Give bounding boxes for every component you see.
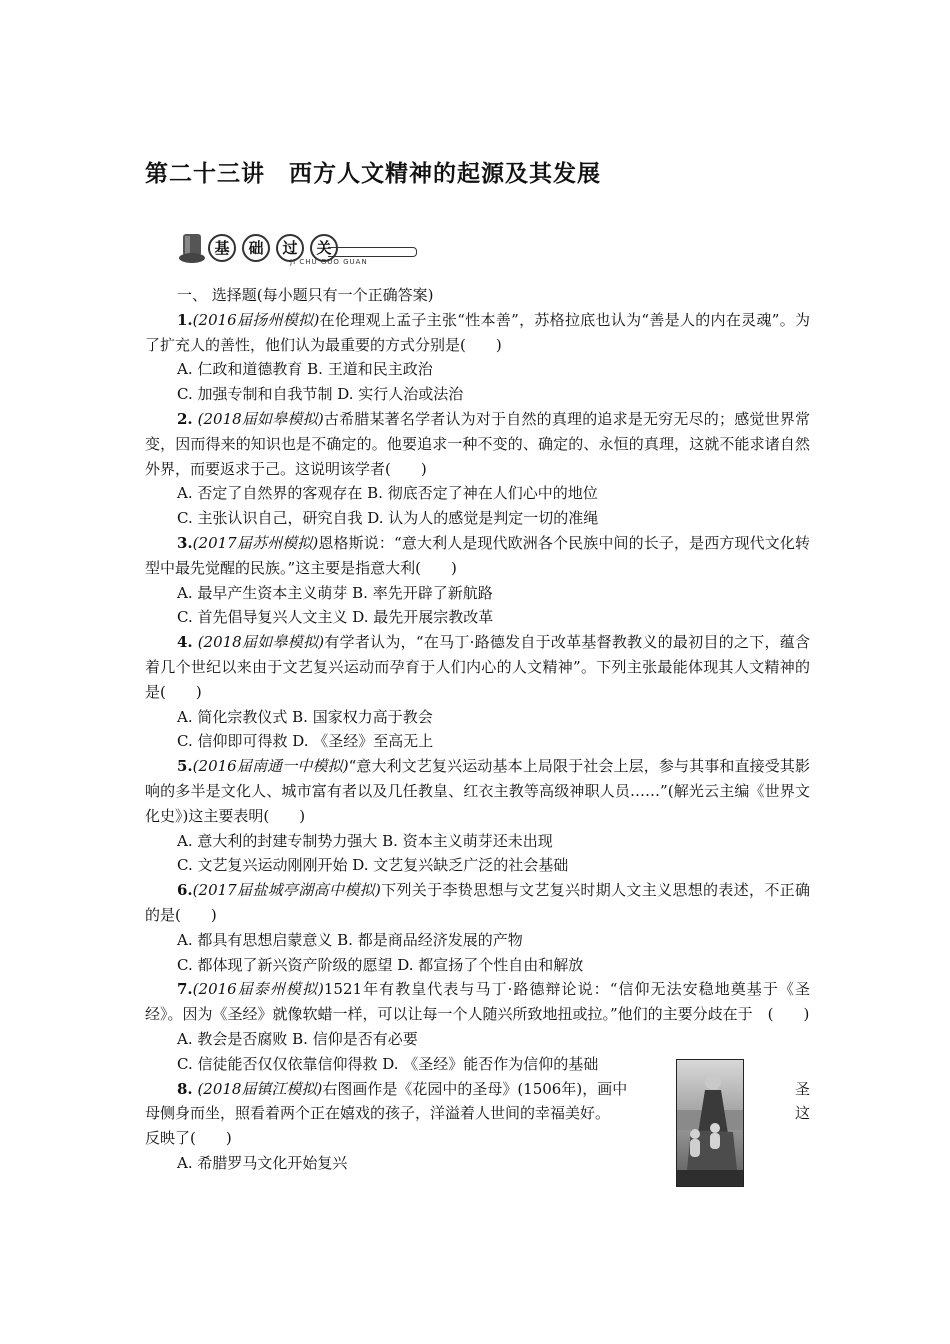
question-source: (2016届扬州模拟)	[192, 310, 320, 329]
options-line: C. 主张认识自己，研究自我 D. 认为人的感觉是判定一切的准绳	[177, 509, 599, 528]
options-line: A. 否定了自然界的客观存在 B. 彻底否定了神在人们心中的地位	[177, 484, 598, 503]
question-stem: 1521年有教皇代表与马丁·路德辩论说：“信仰无法安稳地奠基于《圣经》。因为《圣经》就像软蜡一样，可以让每一个人随兴所致地扭或拉。”他们的主要分歧在于 ( )	[145, 980, 810, 1024]
question-number: 8.	[177, 1079, 193, 1098]
question-source: (2016届泰州模拟)	[192, 980, 324, 999]
question-stem: 古希腊某著名学者认为对于自然的真理的追求是无穷无尽的；感觉世界常变，因而得来的知识也是不确定的。他要追求一种不变的、确定的、永恒的真理，这就不能求诸自然外界，而要返求于己。这说明该学者( )	[145, 409, 810, 478]
question-number: 2.	[177, 409, 193, 428]
badge-divider	[328, 247, 417, 257]
question-stem-end: 这	[794, 1104, 810, 1123]
question-source: (2018届如皋模拟)	[192, 409, 324, 428]
question-stem: “意大利文艺复兴运动基本上局限于社会上层，参与其事和直接受其影响的多半是文化人、城市富有者以及几任教皇、红衣主教等高级神职人员……”(解光云主编《世界文化史》)这主要表明( )	[145, 757, 810, 825]
options-line: A. 意大利的封建专制势力强大 B. 资本主义萌芽还未出现	[177, 831, 553, 850]
question-stem: 右图画作是《花园中的圣母》(1506年)，画中	[322, 1079, 628, 1098]
question-stem: 在伦理观上孟子主张“性本善”，苏格拉底也认为“善是人的内在灵魂”。为了扩充人的善性，他们认为最重要的方式分别是( )	[145, 310, 810, 354]
question-source: (2018届镇江模拟)	[192, 1079, 323, 1098]
top-hat-icon	[178, 232, 206, 266]
options-line: A. 都具有思想启蒙意义 B. 都是商品经济发展的产物	[177, 930, 523, 949]
options-line: A. 最早产生资本主义萌芽 B. 率先开辟了新航路	[177, 583, 493, 602]
options-line: A. 仁政和道德教育 B. 王道和民主政治	[177, 360, 433, 379]
question-source: (2018届如皋模拟)	[192, 633, 325, 652]
question-source: (2016届南通一中模拟)	[192, 757, 349, 776]
question-number: 7.	[177, 980, 193, 999]
painting-illustration	[677, 1060, 743, 1186]
question-source: (2017届苏州模拟)	[192, 533, 319, 552]
badge-char: 础	[242, 234, 270, 262]
question-list	[145, 283, 810, 1176]
question-1	[145, 308, 810, 358]
madonna-painting-image	[676, 1059, 744, 1187]
question-number: 3.	[177, 533, 193, 552]
options-line: C. 信徒能否仅仅依靠信仰得救 D. 《圣经》能否作为信仰的基础	[177, 1054, 599, 1073]
question-2	[145, 407, 810, 481]
options-line: C. 首先倡导复兴人文主义 D. 最先开展宗教改革	[177, 608, 494, 627]
options-line: A. 希腊罗马文化开始复兴	[177, 1153, 348, 1172]
question-stem: 下列关于李贽思想与文艺复兴时期人文主义思想的表述，不正确的是( )	[145, 881, 810, 924]
question-number: 5.	[177, 757, 193, 776]
question-5	[145, 754, 810, 828]
question-source: (2017届盐城亭湖高中模拟)	[192, 881, 381, 900]
page-title: 第二十三讲 西方人文精神的起源及其发展	[145, 161, 601, 187]
section-heading: 一、 选择题(每小题只有一个正确答案)	[177, 286, 434, 304]
question-4	[145, 630, 810, 704]
question-stem: 母侧身而坐，照看着两个正在嬉戏的孩子，洋溢着人世间的幸福美好。	[145, 1104, 611, 1123]
question-8-cont: 反映了( )	[145, 1129, 232, 1148]
badge-pinyin: JI CHU GUO GUAN	[290, 258, 368, 266]
question-number: 1.	[177, 310, 193, 329]
options-line: A. 教会是否腐败 B. 信仰是否有必要	[177, 1029, 418, 1048]
badge-char: 关	[310, 234, 338, 262]
options-line: C. 信仰即可得救 D. 《圣经》至高无上	[177, 732, 434, 751]
question-number: 4.	[177, 633, 193, 652]
question-stem-end: 圣	[794, 1079, 810, 1098]
options-line: C. 都体现了新兴资产阶级的愿望 D. 都宣扬了个性自由和解放	[177, 955, 584, 974]
section-badge	[178, 230, 418, 270]
question-stem: 有学者认为，“在马丁·路德发自于改革基督教教义的最初目的之下，蕴含着几个世纪以来由于文艺复兴运动而孕育于人们内心的人文精神”。下列主张最能体现其人文精神的是( )	[145, 633, 810, 701]
options-line: A. 简化宗教仪式 B. 国家权力高于教会	[177, 707, 433, 726]
badge-char: 过	[276, 234, 304, 262]
badge-char: 基	[208, 234, 236, 262]
options-line: C. 文艺复兴运动刚刚开始 D. 文艺复兴缺乏广泛的社会基础	[177, 856, 569, 875]
question-3	[145, 531, 810, 581]
question-stem: 恩格斯说：“意大利人是现代欧洲各个民族中间的长子，是西方现代文化转型中最先觉醒的民族。”这主要是指意大利( )	[145, 533, 811, 577]
question-7	[145, 977, 810, 1027]
options-line: C. 加强专制和自我节制 D. 实行人治或法治	[177, 385, 464, 404]
question-6	[145, 878, 810, 928]
question-number: 6.	[177, 881, 193, 900]
